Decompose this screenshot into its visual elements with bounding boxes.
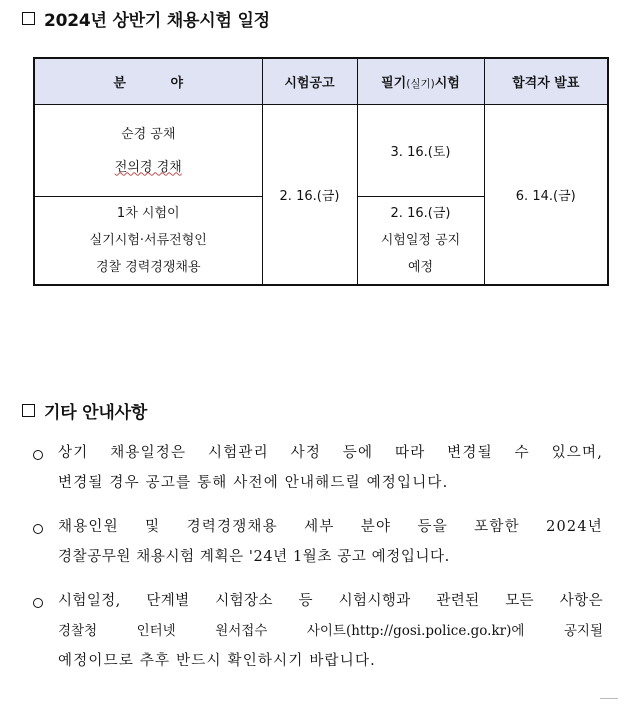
circle-bullet-icon [33, 450, 43, 460]
written-exam-cell: 2. 16.(금) 시험일정 공지 예정 [357, 197, 484, 285]
announcement-cell: 2. 16.(금) [262, 105, 357, 285]
notes-list [33, 438, 603, 690]
table-row [34, 105, 608, 197]
checkbox-square-icon [22, 404, 35, 417]
header-result: 합격자 발표 [484, 58, 608, 105]
notes-section-title [22, 398, 147, 423]
schedule-title-text: 2024년 상반기 채용시험 일정 [44, 11, 270, 31]
bottom-divider [600, 698, 618, 699]
list-item: 상기 채용일정은 시험관리 사정 등에 따라 변경될 수 있으며, 변경될 경우 공고를 통해 사전에 안내해드릴 예정입니다. [33, 438, 603, 498]
circle-bullet-icon [33, 524, 43, 534]
schedule-table [33, 57, 609, 286]
list-item: 시험일정, 단계별 시험장소 등 시험시행과 관련된 모든 사항은 경찰청 인터넷 원서접수 사이트(http://gosi.police.go.kr)에 공지될 예정이므로 추후 반드시 확인하시기 바랍니다. [33, 586, 603, 676]
notes-title-text: 기타 안내사항 [44, 403, 148, 423]
written-exam-cell: 3. 16.(토) [357, 105, 484, 197]
field-line-underlined: 전의경 경채 [114, 159, 182, 175]
circle-bullet-icon [33, 598, 43, 608]
header-field: 분 야 [34, 58, 262, 105]
header-announcement: 시험공고 [262, 58, 357, 105]
result-cell: 6. 14.(금) [484, 105, 608, 285]
header-written-exam: 필기(실기)시험 [357, 58, 484, 105]
checkbox-square-icon [22, 12, 35, 25]
table-header-row [34, 58, 608, 105]
list-item: 채용인원 및 경력경쟁채용 세부 분야 등을 포함한 2024년 경찰공무원 채용시험 계획은 '24년 1월초 공고 예정입니다. [33, 512, 603, 572]
schedule-section-title [22, 6, 270, 31]
field-cell: 순경 공채 전의경 경채 [34, 105, 262, 197]
field-cell: 1차 시험이 실기시험·서류전형인 경찰 경력경쟁채용 [34, 197, 262, 285]
